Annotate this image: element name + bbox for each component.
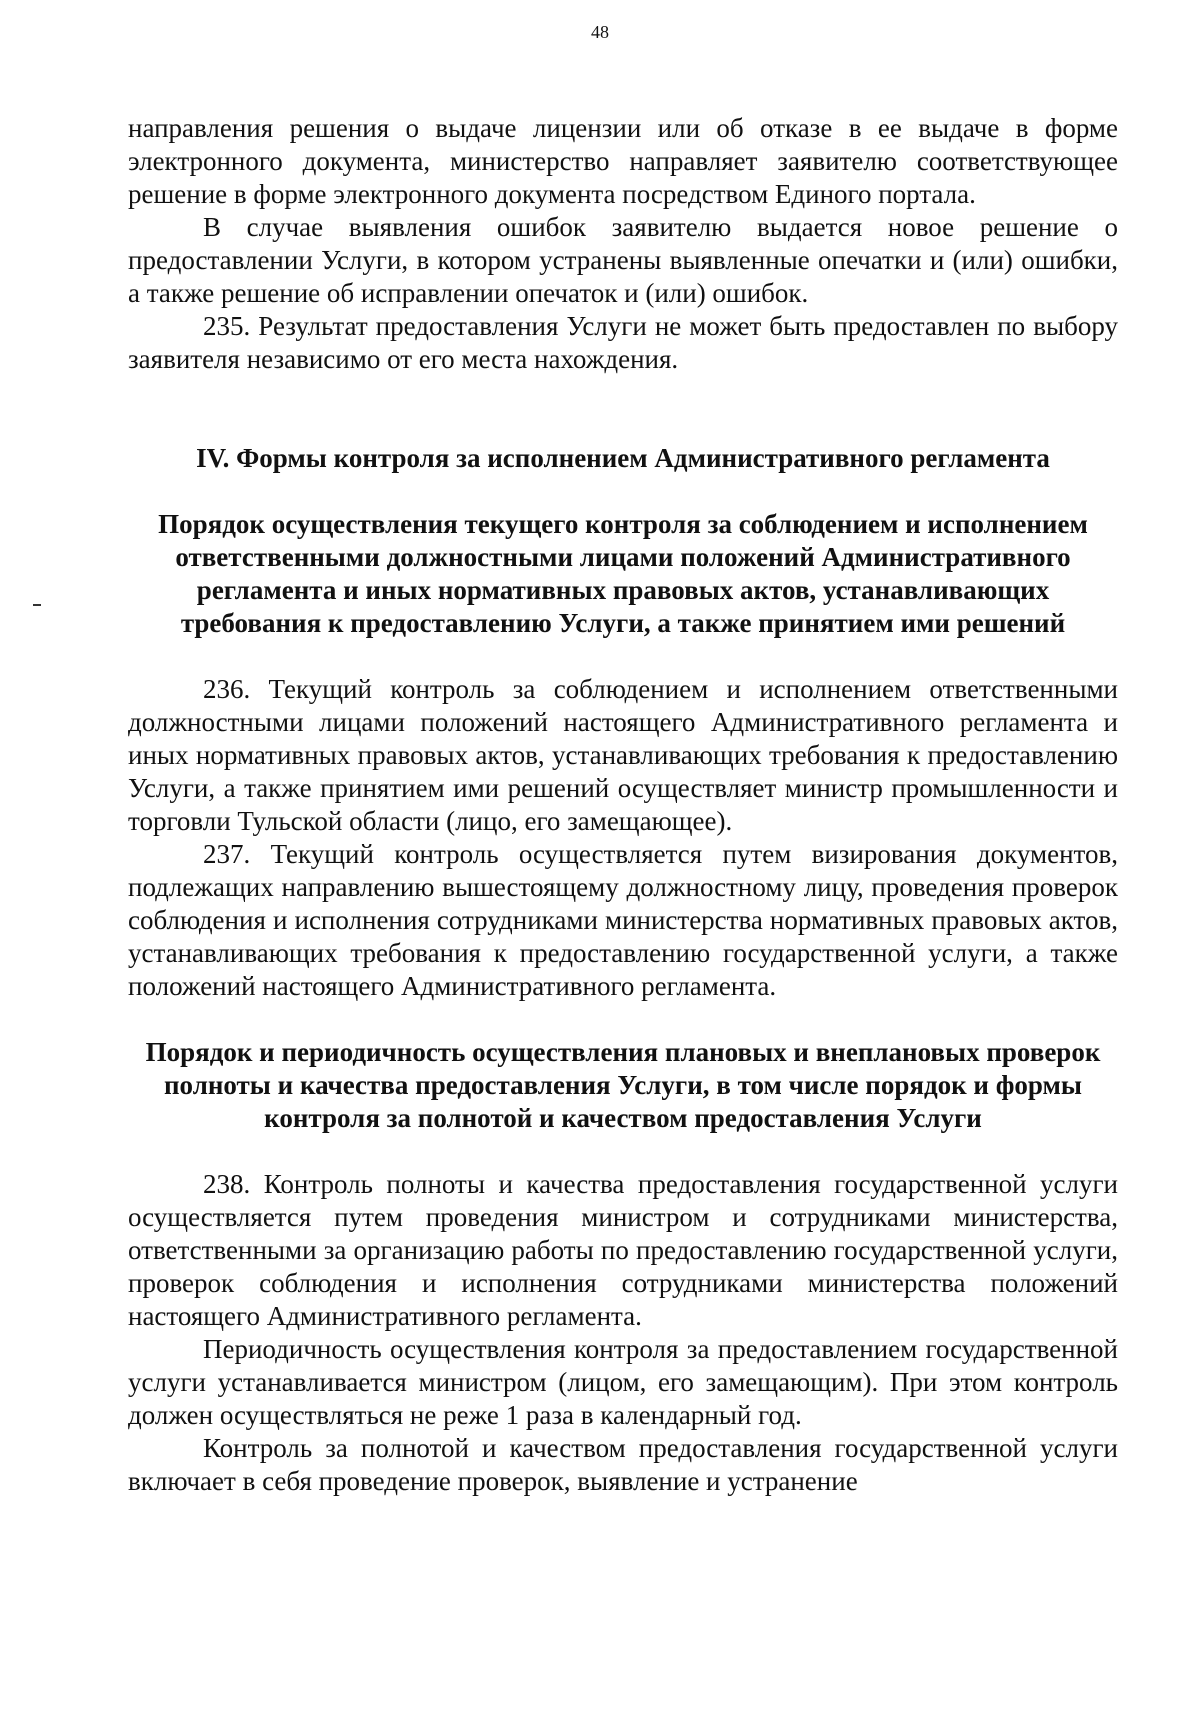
document-body xyxy=(128,112,1118,1498)
paragraph-235: 235. Результат предоставления Услуги не может быть предоставлен по выбору заявителя независимо от его места нахождения. xyxy=(128,311,1118,374)
spacer xyxy=(128,376,1118,442)
paragraph: Периодичность осуществления контроля за предоставлением государственной услуги устанавливается министром (лицом, его замещающим). При этом контроль должен осуществляться не реже 1 раза в календарный год. xyxy=(128,1334,1118,1430)
paragraph: В случае выявления ошибок заявителю выдается новое решение о предоставлении Услуги, в котором устранены выявленные опечатки и (или) ошибки, а также решение об исправлении опечаток и (или) ошибок. xyxy=(128,212,1118,308)
paragraph: направления решения о выдаче лицензии или об отказе в ее выдаче в форме электронного документа, министерство направляет заявителю соответствующее решение в форме электронного документа посредством Единого портала. xyxy=(128,113,1118,209)
scan-mark xyxy=(33,604,41,606)
paragraph-236: 236. Текущий контроль за соблюдением и исполнением ответственными должностными лицами положений настоящего Административного регламента и иных нормативных правовых актов, устанавливающих требования к предоставлению Услуги, а также принятием ими решений осуществляет министр промышленности и торговли Тульской области (лицо, его замещающее). xyxy=(128,674,1118,836)
subsection-title-inspections: Порядок и периодичность осуществления плановых и внеплановых проверок полноты и качества предоставления Услуги, в том числе порядок и формы контроля за полнотой и качеством предоставления Услуги xyxy=(145,1037,1101,1133)
page-number: 48 xyxy=(591,22,609,42)
spacer xyxy=(128,640,1118,673)
section-title: IV. Формы контроля за исполнением Административного регламента xyxy=(196,443,1050,473)
spacer xyxy=(128,475,1118,508)
paragraph: Контроль за полнотой и качеством предоставления государственной услуги включает в себя проведение проверок, выявление и устранение xyxy=(128,1433,1118,1496)
paragraph-237: 237. Текущий контроль осуществляется путем визирования документов, подлежащих направлению вышестоящему должностному лицу, проведения проверок соблюдения и исполнения сотрудниками министерства нормативных правовых актов, устанавливающих требования к предоставлению государственной услуги, а также положений настоящего Административного регламента. xyxy=(128,839,1118,1001)
spacer xyxy=(128,1003,1118,1036)
paragraph-238: 238. Контроль полноты и качества предоставления государственной услуги осуществляется путем проведения министром и сотрудниками министерства, ответственными за организацию работы по предоставлению государственной услуги, проверок соблюдения и исполнения сотрудниками министерства положений настоящего Административного регламента. xyxy=(128,1169,1118,1331)
spacer xyxy=(128,1135,1118,1168)
subsection-title-current-control: Порядок осуществления текущего контроля за соблюдением и исполнением ответственными должностными лицами положений Административного регламента и иных нормативных правовых актов, устанавливающих требования к предоставлению Услуги, а также принятием ими решений xyxy=(158,509,1088,638)
